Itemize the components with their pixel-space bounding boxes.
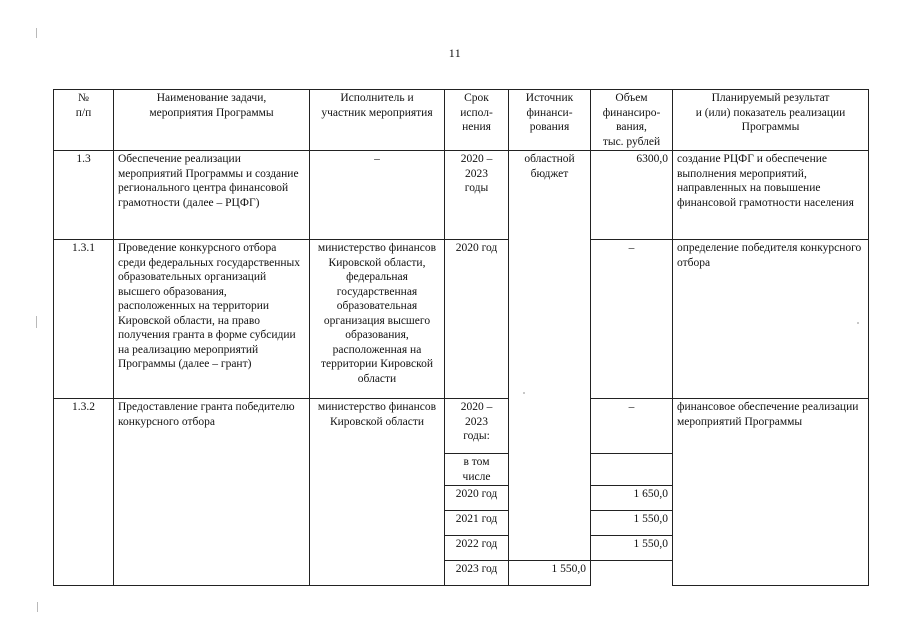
scan-artifact — [37, 602, 38, 612]
scan-artifact — [36, 316, 37, 328]
cell-term-year: 2022 год — [445, 536, 509, 561]
program-table — [53, 89, 869, 586]
cell-term: 2020 год — [445, 240, 509, 399]
cell-num: 1.3 — [54, 151, 114, 240]
table-header-row — [54, 90, 869, 151]
table-row — [54, 151, 869, 240]
cell-executor: министерство финансов Кировской области, федеральная государственная образовательная организация высшего образования, расположенная на территории Кировской области — [310, 240, 445, 399]
table-row — [54, 399, 869, 454]
cell-num: 1.3.1 — [54, 240, 114, 399]
header-executor: Исполнитель и участник мероприятия — [310, 90, 445, 151]
cell-executor: министерство финансов Кировской области — [310, 399, 445, 586]
cell-volume-empty — [591, 454, 673, 486]
cell-term: 2020 – 2023 годы — [445, 151, 509, 240]
cell-volume-year: 1 550,0 — [591, 536, 673, 561]
cell-volume-year: 1 650,0 — [591, 486, 673, 511]
cell-result: определение победителя конкурсного отбора — [673, 240, 869, 399]
cell-term-year: 2020 год — [445, 486, 509, 511]
cell-volume: 6300,0 — [591, 151, 673, 240]
cell-term-year: 2021 год — [445, 511, 509, 536]
scan-artifact — [36, 28, 37, 38]
cell-executor: – — [310, 151, 445, 240]
cell-term-year: 2023 год — [445, 561, 509, 586]
header-num: № п/п — [54, 90, 114, 151]
cell-volume-year: 1 550,0 — [591, 511, 673, 536]
cell-term-including: в том числе — [445, 454, 509, 486]
cell-result: создание РЦФГ и обеспечение выполнения мероприятий, направленных на повышение финансовой грамотности населения — [673, 151, 869, 240]
page-number: 11 — [448, 46, 462, 60]
cell-source: областной бюджет — [509, 151, 591, 561]
cell-volume: – — [591, 240, 673, 399]
header-source: Источник финанси- рования — [509, 90, 591, 151]
header-result: Планируемый результат и (или) показатель реализации Программы — [673, 90, 869, 151]
cell-num: 1.3.2 — [54, 399, 114, 586]
cell-volume-year: 1 550,0 — [509, 561, 591, 586]
cell-term: 2020 – 2023 годы: — [445, 399, 509, 454]
header-volume: Объем финансиро- вания, тыс. рублей — [591, 90, 673, 151]
cell-name: Проведение конкурсного отбора среди федеральных государственных образовательных организаций высшего образования, расположенных на территории Кировской области, на право получения гранта в форме субсидии на реализацию мероприятий Программы (далее – грант) — [114, 240, 310, 399]
cell-result: финансовое обеспечение реализации мероприятий Программы — [673, 399, 869, 586]
header-term: Срок испол- нения — [445, 90, 509, 151]
cell-volume: – — [591, 399, 673, 454]
cell-name: Предоставление гранта победителю конкурсного отбора — [114, 399, 310, 586]
header-name: Наименование задачи, мероприятия Программы — [114, 90, 310, 151]
cell-name: Обеспечение реализации мероприятий Программы и создание регионального центра финансовой грамотности (далее – РЦФГ) — [114, 151, 310, 240]
table-row — [54, 240, 869, 399]
